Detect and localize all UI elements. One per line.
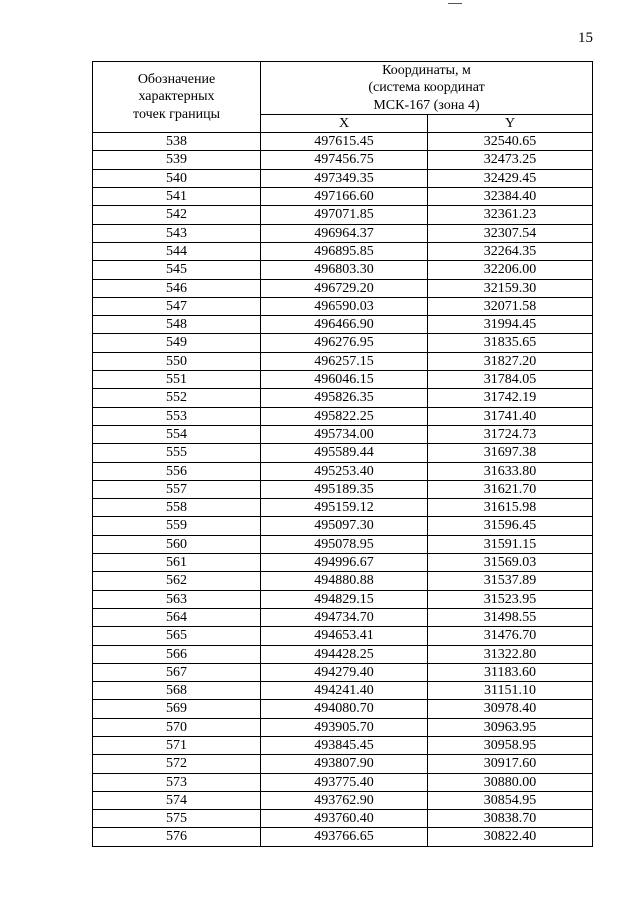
x-coordinate-cell: 494428.25 [261,645,428,663]
point-number-cell: 572 [93,755,261,773]
point-number-cell: 553 [93,407,261,425]
point-number-cell: 552 [93,389,261,407]
y-coordinate-cell: 32071.58 [428,297,593,315]
table-row [93,279,593,297]
y-coordinate-cell: 31322.80 [428,645,593,663]
x-coordinate-cell: 497349.35 [261,169,428,187]
y-coordinate-cell: 30978.40 [428,700,593,718]
x-coordinate-cell: 495097.30 [261,517,428,535]
table-row [93,755,593,773]
y-coordinate-cell: 31994.45 [428,316,593,334]
point-number-cell: 574 [93,791,261,809]
x-coordinate-cell: 495189.35 [261,480,428,498]
table-row [93,535,593,553]
table-row [93,499,593,517]
table-row [93,261,593,279]
point-number-cell: 573 [93,773,261,791]
y-coordinate-cell: 32307.54 [428,224,593,242]
x-coordinate-cell: 494734.70 [261,608,428,626]
x-axis-header: X [261,114,428,132]
point-number-cell: 556 [93,462,261,480]
coordinates-table [92,61,593,847]
point-number-cell: 563 [93,590,261,608]
y-coordinate-cell: 31476.70 [428,627,593,645]
point-number-cell: 560 [93,535,261,553]
point-number-cell: 562 [93,572,261,590]
x-coordinate-cell: 494241.40 [261,682,428,700]
y-coordinate-cell: 31615.98 [428,499,593,517]
table-row [93,224,593,242]
x-coordinate-cell: 495078.95 [261,535,428,553]
table-row [93,169,593,187]
table-row [93,425,593,443]
x-coordinate-cell: 496046.15 [261,371,428,389]
x-coordinate-cell: 497615.45 [261,133,428,151]
point-number-cell: 539 [93,151,261,169]
table-row [93,773,593,791]
point-number-cell: 543 [93,224,261,242]
x-coordinate-cell: 496276.95 [261,334,428,352]
table-row [93,480,593,498]
table-row [93,389,593,407]
point-number-cell: 570 [93,718,261,736]
point-number-cell: 549 [93,334,261,352]
y-coordinate-cell: 31741.40 [428,407,593,425]
x-coordinate-cell: 497166.60 [261,188,428,206]
table-row [93,736,593,754]
table-row [93,627,593,645]
point-number-cell: 559 [93,517,261,535]
x-coordinate-cell: 495822.25 [261,407,428,425]
y-coordinate-cell: 31697.38 [428,444,593,462]
table-row [93,316,593,334]
x-coordinate-cell: 493762.90 [261,791,428,809]
x-coordinate-cell: 493807.90 [261,755,428,773]
y-coordinate-cell: 31591.15 [428,535,593,553]
point-number-cell: 540 [93,169,261,187]
point-number-cell: 575 [93,810,261,828]
y-coordinate-cell: 31621.70 [428,480,593,498]
point-number-cell: 547 [93,297,261,315]
point-number-cell: 541 [93,188,261,206]
y-coordinate-cell: 32206.00 [428,261,593,279]
point-number-cell: 571 [93,736,261,754]
x-coordinate-cell: 495826.35 [261,389,428,407]
y-axis-header: Y [428,114,593,132]
point-number-cell: 554 [93,425,261,443]
y-coordinate-cell: 32540.65 [428,133,593,151]
y-coordinate-cell: 31498.55 [428,608,593,626]
x-coordinate-cell: 496590.03 [261,297,428,315]
y-coordinate-cell: 31151.10 [428,682,593,700]
x-coordinate-cell: 497456.75 [261,151,428,169]
y-coordinate-cell: 30958.95 [428,736,593,754]
x-coordinate-cell: 495589.44 [261,444,428,462]
page-number: 15 [578,30,593,46]
y-coordinate-cell: 30838.70 [428,810,593,828]
y-coordinate-cell: 30917.60 [428,755,593,773]
y-coordinate-cell: 31784.05 [428,371,593,389]
point-number-cell: 564 [93,608,261,626]
table-row [93,371,593,389]
point-number-cell: 565 [93,627,261,645]
x-coordinate-cell: 494829.15 [261,590,428,608]
table-row [93,352,593,370]
coord-header-line: Координаты, м [382,63,471,78]
x-coordinate-cell: 493905.70 [261,718,428,736]
point-number-cell: 546 [93,279,261,297]
table-row [93,297,593,315]
table-row [93,407,593,425]
coord-header-line: МСК-167 (зона 4) [373,97,480,113]
top-rule [448,3,462,4]
table-row [93,663,593,681]
table-row [93,645,593,663]
y-coordinate-cell: 30880.00 [428,773,593,791]
table-row [93,188,593,206]
x-coordinate-cell: 496895.85 [261,242,428,260]
x-coordinate-cell: 494653.41 [261,627,428,645]
table-row [93,133,593,151]
y-coordinate-cell: 31596.45 [428,517,593,535]
y-coordinate-cell: 31569.03 [428,554,593,572]
y-coordinate-cell: 32159.30 [428,279,593,297]
table-row [93,791,593,809]
x-coordinate-cell: 495253.40 [261,462,428,480]
table-row [93,444,593,462]
x-coordinate-cell: 494880.88 [261,572,428,590]
point-number-cell: 545 [93,261,261,279]
x-coordinate-cell: 493766.65 [261,828,428,846]
point-number-cell: 538 [93,133,261,151]
table-row [93,151,593,169]
point-number-cell: 551 [93,371,261,389]
table-body [93,133,593,847]
point-number-cell: 568 [93,682,261,700]
table-row [93,700,593,718]
table-row [93,242,593,260]
y-coordinate-cell: 30854.95 [428,791,593,809]
table-row [93,572,593,590]
point-number-cell: 576 [93,828,261,846]
y-coordinate-cell: 32264.35 [428,242,593,260]
point-number-cell: 569 [93,700,261,718]
table-row [93,590,593,608]
y-coordinate-cell: 30822.40 [428,828,593,846]
point-number-cell: 567 [93,663,261,681]
x-coordinate-cell: 495159.12 [261,499,428,517]
table-row [93,682,593,700]
y-coordinate-cell: 32429.45 [428,169,593,187]
table-row [93,517,593,535]
table-row [93,334,593,352]
x-coordinate-cell: 493845.45 [261,736,428,754]
y-coordinate-cell: 30963.95 [428,718,593,736]
x-coordinate-cell: 497071.85 [261,206,428,224]
point-number-cell: 548 [93,316,261,334]
x-coordinate-cell: 494279.40 [261,663,428,681]
x-coordinate-cell: 493760.40 [261,810,428,828]
table-row [93,718,593,736]
y-coordinate-cell: 32384.40 [428,188,593,206]
point-number-cell: 555 [93,444,261,462]
point-number-cell: 544 [93,242,261,260]
x-coordinate-cell: 496803.30 [261,261,428,279]
x-coordinate-cell: 496466.90 [261,316,428,334]
point-number-cell: 557 [93,480,261,498]
y-coordinate-cell: 31523.95 [428,590,593,608]
point-number-cell: 558 [93,499,261,517]
table-row [93,206,593,224]
x-coordinate-cell: 496729.20 [261,279,428,297]
point-header-line: характерных [138,89,215,105]
y-coordinate-cell: 31183.60 [428,663,593,681]
y-coordinate-cell: 31724.73 [428,425,593,443]
coord-header-line: (система координат [368,80,485,96]
y-coordinate-cell: 31537.89 [428,572,593,590]
x-coordinate-cell: 494080.70 [261,700,428,718]
x-coordinate-cell: 494996.67 [261,554,428,572]
x-coordinate-cell: 495734.00 [261,425,428,443]
point-designation-header [93,62,261,133]
point-header-line: Обозначение [137,72,216,88]
x-coordinate-cell: 496257.15 [261,352,428,370]
y-coordinate-cell: 31827.20 [428,352,593,370]
y-coordinate-cell: 31633.80 [428,462,593,480]
table-row [93,828,593,846]
point-number-cell: 566 [93,645,261,663]
y-coordinate-cell: 31742.19 [428,389,593,407]
x-coordinate-cell: 493775.40 [261,773,428,791]
y-coordinate-cell: 32473.25 [428,151,593,169]
table-row [93,462,593,480]
table-row [93,810,593,828]
point-number-cell: 550 [93,352,261,370]
point-number-cell: 542 [93,206,261,224]
table-row [93,608,593,626]
table-row [93,554,593,572]
coordinates-header [261,62,593,115]
y-coordinate-cell: 31835.65 [428,334,593,352]
point-number-cell: 561 [93,554,261,572]
point-header-line: точек границы [133,106,220,122]
y-coordinate-cell: 32361.23 [428,206,593,224]
x-coordinate-cell: 496964.37 [261,224,428,242]
